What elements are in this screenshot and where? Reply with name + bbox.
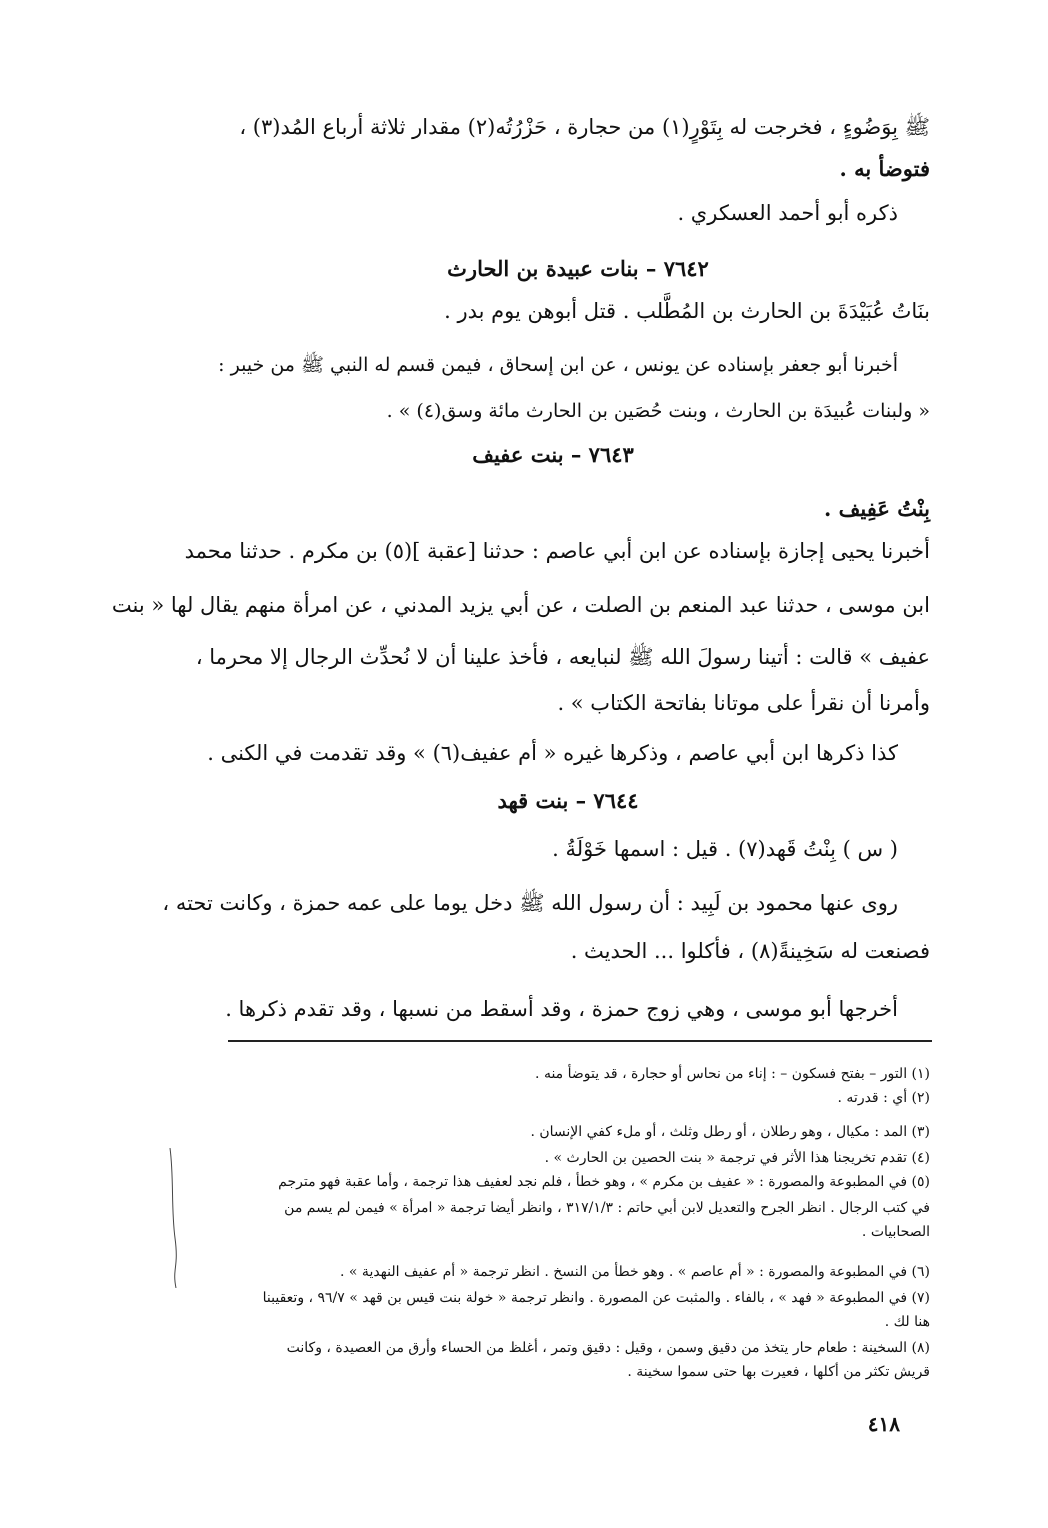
body-line: كذا ذكرها ابن أبي عاصم ، وذكرها غيره « أم عفيف(٦) » وقد تقدمت في الكنى .: [207, 741, 898, 765]
footnote: (٤) تقدم تخريجنا هذا الأثر في ترجمة « بنت الحصين بن الحارث » .: [544, 1150, 930, 1166]
body-line: وأمرنا أن نقرأ على موتانا بفاتحة الكتاب » .: [557, 691, 930, 715]
footnote: (٢) أي : قدرته .: [837, 1090, 930, 1106]
scan-artifact-mark: [168, 1148, 178, 1288]
footnote: هنا لك .: [884, 1314, 930, 1330]
footnote: (٦) في المطبوعة والمصورة : « أم عاصم » . وهو خطأ من النسخ . انظر ترجمة « أم عفيف النهدية » .: [340, 1264, 930, 1280]
body-line: أخبرنا أبو جعفر بإسناده عن يونس ، عن ابن إسحاق ، فيمن قسم له النبي ﷺ من خيبر :: [218, 354, 898, 376]
body-line: ﷺ بِوَضُوءٍ ، فخرجت له بِتَوْرٍ(١) من حجارة ، حَزْرُتُه(٢) مقدار ثلاثة أرباع المُد(٣) ،: [239, 115, 930, 139]
body-line: فصنعت له سَخِينةً(٨) ، فأكلوا ... الحديث .: [570, 939, 930, 963]
body-line: ابن موسى ، حدثنا عبد المنعم بن الصلت ، عن أبي يزيد المدني ، عن امرأة منهم يقال لها « بنت: [111, 593, 930, 617]
footnote: في كتب الرجال . انظر الجرح والتعديل لابن أبي حاتم : ٣١٧/١/٣ ، وانظر أيضا ترجمة « امرأة » فيمن لم يسم من: [284, 1200, 930, 1216]
footnote: (٨) السخينة : طعام حار يتخذ من دقيق وسمن ، وقيل : دقيق وتمر ، أغلظ من الحساء وأرق من العصيدة ، وكانت: [286, 1340, 930, 1356]
body-line: عفيف » قالت : أتينا رسولَ الله ﷺ لنبايعه ، فأخذ علينا أن لا نُحدِّث الرجال إلا محرما ،: [195, 645, 930, 669]
footnote: قريش تكثر من أكلها ، فعيرت بها حتى سموا سخينة .: [627, 1364, 930, 1380]
footnote: (٥) في المطبوعة والمصورة : « عفيف بن مكرم » ، وهو خطأ ، فلم نجد لعفيف هذا ترجمة ، وأما عقبة فهو مترجم: [278, 1174, 930, 1190]
footnote-separator: [228, 1040, 932, 1042]
entry-heading-7642: ٧٦٤٢ – بنات عبيدة بن الحارث: [447, 256, 709, 281]
body-line: ذكره أبو أحمد العسكري .: [677, 201, 898, 225]
body-line: فتوضأ به .: [839, 156, 930, 181]
footnote: (٣) المد : مكيال ، وهو رطلان ، أو رطل وثلث ، أو ملء كفي الإنسان .: [530, 1124, 930, 1140]
body-line: بنَاتُ عُبَيْدَةَ بن الحارث بن المُطَّلب . قتل أبوهن يوم بدر .: [444, 299, 930, 323]
footnote: الصحابيات .: [861, 1224, 930, 1240]
body-line: « ولبنات عُبيدَة بن الحارث ، وبنت حُصَين بن الحارث مائة وسق(٤) » .: [386, 400, 930, 422]
body-line: بِنْتُ عَفِيف .: [824, 496, 930, 521]
entry-heading-7643: ٧٦٤٣ – بنت عفيف: [472, 442, 634, 467]
body-line: أخبرنا يحيى إجازة بإسناده عن ابن أبي عاصم : حدثنا [عقبة ](٥) بن مكرم . حدثنا محمد: [184, 539, 930, 563]
entry-heading-7644: ٧٦٤٤ – بنت قهد: [497, 788, 639, 813]
body-line: أخرجها أبو موسى ، وهي زوج حمزة ، وقد أسقط من نسبها ، وقد تقدم ذكرها .: [225, 997, 898, 1021]
body-line: ( س ) بِنْتُ قَهد(٧) . قيل : اسمها خَوْلَةُ .: [552, 837, 898, 861]
body-line: روى عنها محمود بن لَبِيد : أن رسول الله ﷺ دخل يوما على عمه حمزة ، وكانت تحته ،: [162, 891, 898, 915]
footnote: (٧) في المطبوعة « فهد » ، بالفاء . والمثبت عن المصورة . وانظر ترجمة « خولة بنت قيس بن قهد » ٩٦/٧ ، وتعقيبنا: [262, 1290, 930, 1306]
page-number: ٤١٨: [867, 1412, 900, 1436]
footnote: (١) التور – بفتح فسكون – : إناء من نحاس أو حجارة ، قد يتوضأ منه .: [535, 1066, 930, 1082]
